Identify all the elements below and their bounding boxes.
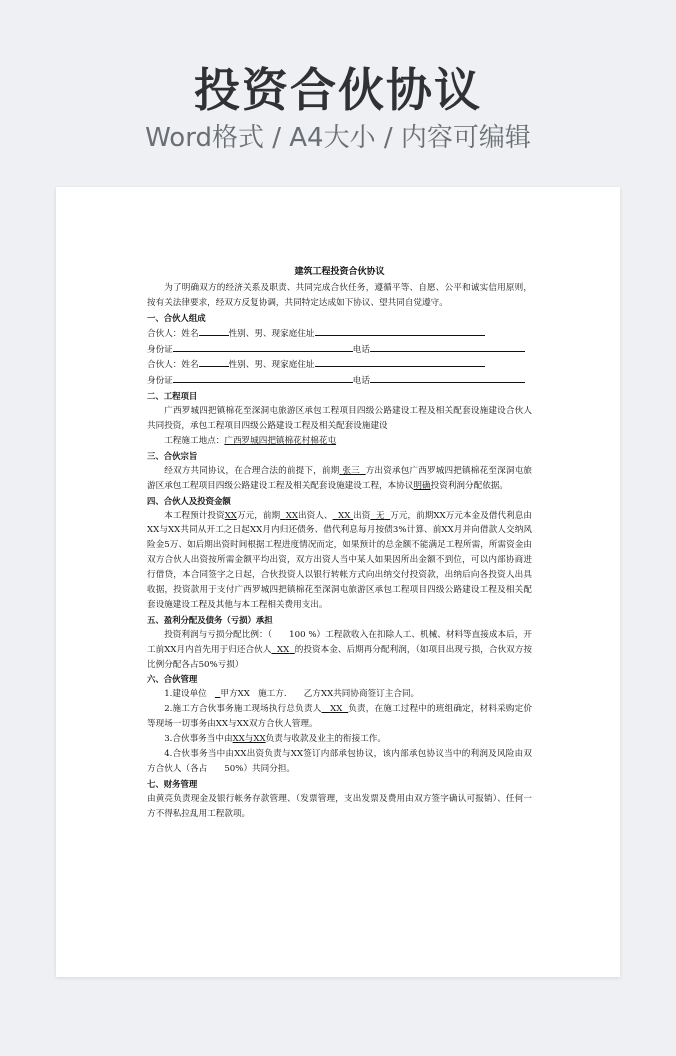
blank-line (370, 373, 525, 383)
text-segment: 负责，在施工过程中的班组确定，材料采购定价等现场一切事务由XX与XX双方合伙人管理。 (147, 704, 532, 730)
text-segment: 出资 (353, 510, 371, 521)
underlined-text: XX与XX (232, 734, 266, 745)
profit-paragraph (147, 628, 532, 673)
management-item-1 (147, 687, 532, 702)
blank-line (173, 342, 353, 352)
text-segment: 1.建设单位 (164, 689, 207, 700)
blank-line (199, 357, 229, 367)
project-site (147, 434, 532, 449)
site-value: 广西罗城四把镇棉花村棉花屯 (224, 435, 337, 446)
text-segment: XX (330, 704, 343, 715)
intro-paragraph: 为了明确双方的经济关系及职责、共同完成合伙任务，遵循平等、自愿、公平和诚实信用原则，按有关法律要求，经双方反复协调，共同特定达成如下协议、望共同自觉遵守。 (147, 282, 532, 308)
text-segment: 万元，前期XX万元本金及借代利息由XX与XX共同从开工之日起XX月内归还债务、借代利息每月按债3%计算、前XX月并向借款人交纳风险金5万、如后期出资时间根据工程进度情况而定，如果预计的总金额不能满足工程所需，所需资金由双方合伙人出资按所需金额平均出资，双方出资人当中某人如果因所出金额不到位，可以内部协商进行借贷，本合同签字之日起，合伙投资人以银行转帐方式向出纳交付投资款，出纳后向各投资人出具收据，投资款用于支付广西罗城四把镇棉花至深洞屯旅游区承包工程项目四级公路建设工程及相关配套设施建设工程及其他与本工程相关费用支出。 (147, 510, 532, 610)
blank-line (199, 326, 229, 336)
text-segment: 方出资承包广西罗城四把镇棉花至深洞屯旅游区承包工程项目四级公路建设工程及相关配套设施建设工程，本协议 (147, 465, 532, 491)
text-segment: 负责与收款及业主的衔接工作。 (265, 734, 386, 745)
investment-paragraph (147, 509, 532, 613)
id-label: 身份证 (147, 376, 173, 387)
underlined-text (280, 511, 298, 521)
page-title: 投资合伙协议 (194, 63, 482, 117)
phone-label: 电话 (352, 344, 370, 355)
text-segment: 2.施工方合伙事务施工现场执行总负责人 (164, 704, 322, 715)
management-item-2 (147, 702, 532, 732)
text-segment: 无 (375, 510, 385, 521)
management-item-4: 4.合伙事务当中由XX出资负责与XX签订内部承包协议，该内部承包协议当中的利润及风险由双方合伙人（各占 50%）共同分担。 (147, 749, 532, 774)
blank-line (315, 326, 485, 336)
phone-label: 电话 (352, 376, 370, 387)
site-label: 工程施工地点： (164, 435, 225, 446)
partner-gender-label: 性别、男、现家庭住址 (228, 360, 315, 371)
blank-line (315, 357, 485, 367)
section-heading-purpose: 三、合伙宗旨 (147, 450, 198, 461)
partner-name-label: 合伙人：姓名 (147, 360, 199, 371)
text-segment: XX (285, 510, 298, 521)
blank-line (370, 342, 525, 352)
section-heading-investment: 四、合伙人及投资金额 (147, 495, 231, 506)
management-item-3 (147, 732, 532, 747)
page-subtitle: Word格式 / A4大小 / 内容可编辑 (145, 123, 531, 153)
partner-row-1 (147, 326, 532, 342)
text-segment: 经双方共同协议，在合理合法的前提下，前期 (164, 465, 340, 476)
text-segment: 施工方. 乙方XX共同协商签订主合同。 (258, 689, 420, 700)
partner-id-row-1 (147, 342, 532, 358)
text-segment: 万元，前期 (236, 510, 281, 521)
text-segment: 的投资本金、后期再分配利润，（如项目出现亏损，合伙双方按比例分配各占50%亏损） (147, 644, 532, 670)
finance-paragraph: 由黄亮负责现金及银行帐务存款管理、（发票管理，支出发票及费用由双方签字确认可报销）、任何一方不得私拉乱用工程款项。 (147, 793, 532, 819)
text-segment: 3.合伙事务当中由 (164, 734, 233, 745)
section-heading-profit: 五、盈利分配及债务（亏损）承担 (147, 614, 273, 625)
underlined-text (370, 511, 390, 521)
partner-name-label: 合伙人：姓名 (147, 328, 199, 339)
underlined-name (339, 466, 365, 476)
underlined-text: 明确 (413, 480, 431, 491)
text-segment: 投资利润分配依据。 (430, 480, 508, 491)
partner-id-row-2 (147, 373, 532, 389)
id-label: 身份证 (147, 344, 173, 355)
section-heading-management: 六、合伙管理 (147, 674, 198, 685)
text-segment: 甲方XX (220, 689, 250, 700)
blank-line (173, 373, 353, 383)
text-segment: XX (338, 510, 351, 521)
text-segment: 本工程预计投资 (164, 510, 225, 521)
partner-row-2 (147, 357, 532, 373)
text-segment: 张三 (342, 465, 360, 476)
text-segment: 出资人、 (297, 510, 333, 521)
text-segment: 投资利润与亏损分配比例：（ 100 %）工程款收入在扣除人工、机械、材料等直接成本后，开工前XX月内首先用于归还合伙人 (147, 629, 532, 655)
document-page (56, 187, 620, 977)
underlined-text (271, 645, 294, 655)
project-paragraph: 广西罗城四把镇棉花至深洞屯旅游区承包工程项目四级公路建设工程及相关配套设施建设合伙人共同投资，承包工程项目四级公路建设工程及相关配套设施建设 (147, 406, 532, 432)
underlined-text (333, 511, 354, 521)
section-heading-finance: 七、财务管理 (147, 778, 198, 789)
text-segment: XX (276, 644, 290, 655)
document-body (147, 265, 532, 822)
section-heading-partners: 一、合伙人组成 (147, 312, 206, 323)
section-heading-project: 二、工程项目 (147, 391, 198, 402)
purpose-paragraph (147, 464, 532, 494)
underlined-text (321, 704, 348, 714)
partner-gender-label: 性别、男、现家庭住址 (228, 328, 315, 339)
underlined-text: XX (224, 510, 237, 521)
document-title: 建筑工程投资合伙协议 (294, 267, 385, 277)
